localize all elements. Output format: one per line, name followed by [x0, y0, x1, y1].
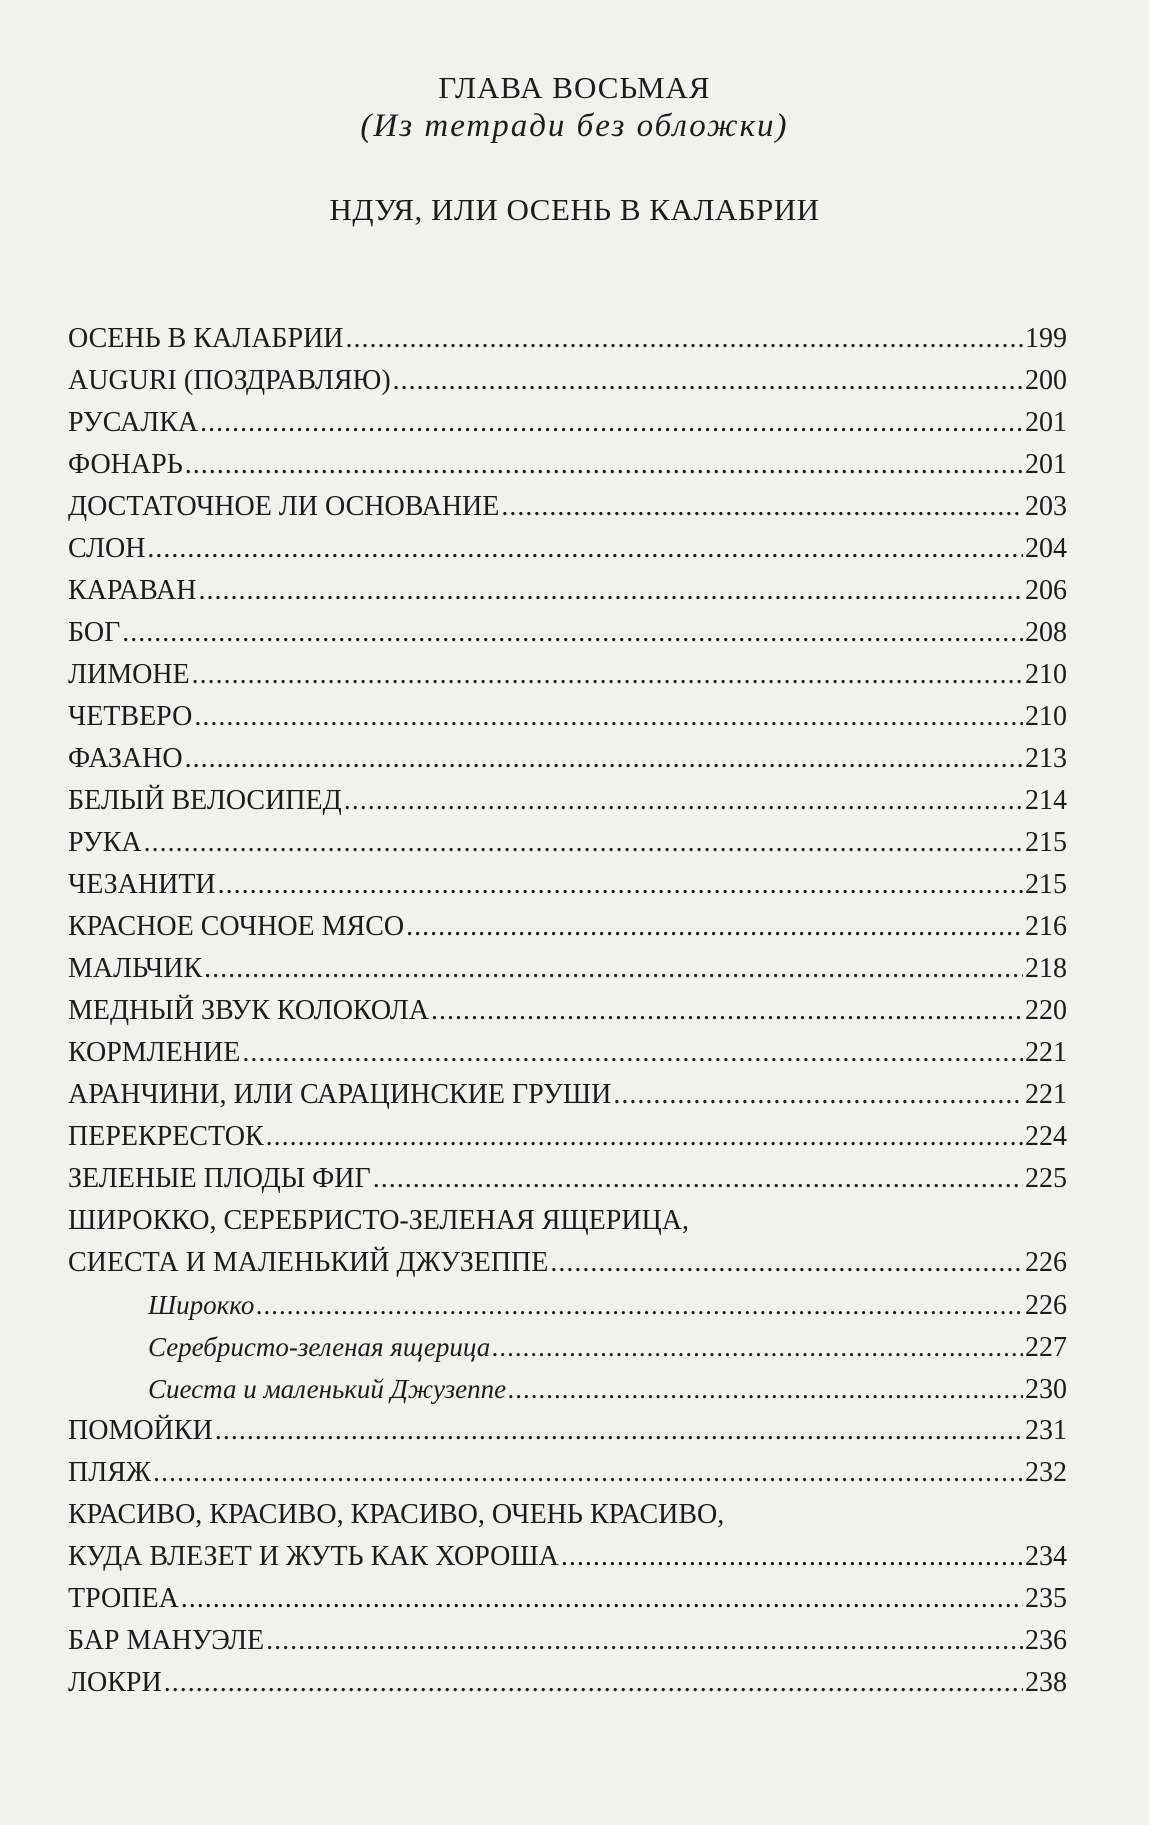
toc-entry-title: Широкко — [148, 1284, 256, 1326]
toc-page-number: 227 — [1023, 1327, 1067, 1368]
chapter-subtitle: (Из тетради без обложки) — [360, 108, 789, 144]
toc-leader-dots — [164, 1662, 1023, 1704]
toc-page-number: 236 — [1023, 1620, 1067, 1662]
toc-page-number: 208 — [1023, 612, 1067, 654]
toc-leader-dots — [200, 402, 1023, 444]
toc-entry-title: ТРОПЕА — [68, 1578, 181, 1620]
toc-leader-dots — [198, 570, 1023, 612]
section-title: НДУЯ, ИЛИ ОСЕНЬ В КАЛАБРИИ — [329, 192, 820, 227]
toc-page-number: 232 — [1023, 1452, 1067, 1494]
toc-page-number: 214 — [1023, 780, 1067, 822]
toc-entry-title: КОРМЛЕНИЕ — [68, 1032, 242, 1074]
toc-leader-dots — [344, 780, 1023, 822]
toc-entry — [68, 1242, 1067, 1284]
toc-leader-dots — [215, 1410, 1023, 1452]
toc-leader-dots — [122, 612, 1023, 654]
toc-entry-title: РУКА — [68, 822, 144, 864]
toc-entry — [68, 1662, 1067, 1704]
toc-page-number: 203 — [1023, 486, 1067, 528]
toc-entry — [68, 528, 1067, 570]
toc-entry — [68, 612, 1067, 654]
toc-page-number: 226 — [1023, 1285, 1067, 1326]
toc-page-number: 230 — [1023, 1369, 1067, 1410]
toc-entry — [68, 444, 1067, 486]
toc-entry-title: ПЛЯЖ — [68, 1452, 153, 1494]
toc-subentry — [68, 1368, 1067, 1410]
toc-leader-dots — [194, 696, 1023, 738]
toc-page-number: 199 — [1023, 318, 1067, 360]
toc-page-number: 215 — [1023, 864, 1067, 906]
toc-entry — [68, 1116, 1067, 1158]
toc-entry-title: СЛОН — [68, 528, 147, 570]
toc-entry-title: КРАСНОЕ СОЧНОЕ МЯСО — [68, 906, 406, 948]
toc-leader-dots — [181, 1578, 1023, 1620]
toc-subentry — [68, 1326, 1067, 1368]
toc-page-number: 213 — [1023, 738, 1067, 780]
toc-entry-title: ПОМОЙКИ — [68, 1410, 215, 1452]
toc-page-number: 204 — [1023, 528, 1067, 570]
toc-entry — [68, 1032, 1067, 1074]
toc-page-number: 200 — [1023, 360, 1067, 402]
toc-entry-title: РУСАЛКА — [68, 402, 200, 444]
toc-entry — [68, 486, 1067, 528]
toc-entry-title: МЕДНЫЙ ЗВУК КОЛОКОЛА — [68, 990, 431, 1032]
toc-page-number: 234 — [1023, 1536, 1067, 1578]
toc-leader-dots — [550, 1242, 1023, 1284]
toc-entry-title: ЧЕТВЕРО — [68, 696, 194, 738]
toc-leader-dots — [346, 318, 1023, 360]
toc-leader-dots — [492, 1326, 1023, 1368]
toc-page-number: 238 — [1023, 1662, 1067, 1704]
table-of-contents — [68, 318, 1067, 1704]
toc-page-number: 226 — [1023, 1242, 1067, 1284]
toc-entry — [68, 948, 1067, 990]
toc-leader-dots — [373, 1158, 1023, 1200]
toc-page-number: 225 — [1023, 1158, 1067, 1200]
toc-leader-dots — [508, 1368, 1023, 1410]
toc-entry — [68, 570, 1067, 612]
toc-page-number: 216 — [1023, 906, 1067, 948]
toc-leader-dots — [406, 906, 1023, 948]
toc-entry — [68, 1536, 1067, 1578]
toc-leader-dots — [185, 738, 1023, 780]
toc-page-number: 215 — [1023, 822, 1067, 864]
toc-leader-dots — [256, 1284, 1023, 1326]
toc-page-number: 206 — [1023, 570, 1067, 612]
toc-entry-title: Сиеста и маленький Джузеппе — [148, 1368, 508, 1410]
toc-leader-dots — [613, 1074, 1023, 1116]
toc-leader-dots — [153, 1452, 1023, 1494]
toc-entry — [68, 1158, 1067, 1200]
toc-leader-dots — [218, 864, 1023, 906]
toc-entry-title: КРАСИВО, КРАСИВО, КРАСИВО, ОЧЕНЬ КРАСИВО, — [68, 1494, 726, 1536]
toc-entry-title: МАЛЬЧИК — [68, 948, 204, 990]
toc-leader-dots — [204, 948, 1023, 990]
toc-entry-title: ЧЕЗАНИТИ — [68, 864, 218, 906]
toc-entry — [68, 318, 1067, 360]
toc-entry — [68, 1200, 1067, 1242]
toc-page-number: 201 — [1023, 444, 1067, 486]
toc-entry-title: ФОНАРЬ — [68, 444, 185, 486]
toc-leader-dots — [431, 990, 1023, 1032]
toc-leader-dots — [192, 654, 1023, 696]
toc-entry — [68, 1410, 1067, 1452]
toc-entry-title: ДОСТАТОЧНОЕ ЛИ ОСНОВАНИЕ — [68, 486, 501, 528]
toc-entry — [68, 654, 1067, 696]
toc-entry-title: КУДА ВЛЕЗЕТ И ЖУТЬ КАК ХОРОША — [68, 1536, 561, 1578]
toc-entry — [68, 1494, 1067, 1536]
toc-leader-dots — [501, 486, 1023, 528]
toc-leader-dots — [266, 1620, 1023, 1662]
toc-entry-title: ЛОКРИ — [68, 1662, 164, 1704]
toc-leader-dots — [266, 1116, 1023, 1158]
toc-entry-title: ЛИМОНЕ — [68, 654, 192, 696]
toc-entry — [68, 780, 1067, 822]
toc-entry — [68, 990, 1067, 1032]
toc-entry-title: АРАНЧИНИ, ИЛИ САРАЦИНСКИЕ ГРУШИ — [68, 1074, 613, 1116]
toc-page-number: 235 — [1023, 1578, 1067, 1620]
toc-entry-title: КАРАВАН — [68, 570, 198, 612]
toc-page-number: 221 — [1023, 1074, 1067, 1116]
toc-entry-title: ОСЕНЬ В КАЛАБРИИ — [68, 318, 346, 360]
toc-entry — [68, 1620, 1067, 1662]
toc-leader-dots — [561, 1536, 1023, 1578]
toc-entry — [68, 696, 1067, 738]
toc-leader-dots — [147, 528, 1023, 570]
toc-page-number: 210 — [1023, 654, 1067, 696]
toc-page-number: 201 — [1023, 402, 1067, 444]
toc-entry — [68, 1578, 1067, 1620]
toc-entry — [68, 402, 1067, 444]
toc-entry — [68, 822, 1067, 864]
toc-entry-title: AUGURI (ПОЗДРАВЛЯЮ) — [68, 360, 393, 402]
toc-page-number: 231 — [1023, 1410, 1067, 1452]
toc-entry-title: ЗЕЛЕНЫЕ ПЛОДЫ ФИГ — [68, 1158, 373, 1200]
toc-page-number: 210 — [1023, 696, 1067, 738]
toc-entry — [68, 1074, 1067, 1116]
toc-page-number: 221 — [1023, 1032, 1067, 1074]
toc-entry-title: СИЕСТА И МАЛЕНЬКИЙ ДЖУЗЕППЕ — [68, 1242, 550, 1284]
toc-entry — [68, 1452, 1067, 1494]
toc-entry — [68, 738, 1067, 780]
chapter-title: ГЛАВА ВОСЬМАЯ — [438, 70, 711, 105]
toc-page-number: 218 — [1023, 948, 1067, 990]
toc-leader-dots — [144, 822, 1023, 864]
toc-page-number: 220 — [1023, 990, 1067, 1032]
toc-entry-title: БАР МАНУЭЛЕ — [68, 1620, 266, 1662]
toc-entry-title: ПЕРЕКРЕСТОК — [68, 1116, 266, 1158]
toc-page-number: 224 — [1023, 1116, 1067, 1158]
toc-leader-dots — [185, 444, 1023, 486]
toc-entry-title: ШИРОККО, СЕРЕБРИСТО-ЗЕЛЕНАЯ ЯЩЕРИЦА, — [68, 1200, 691, 1242]
toc-entry-title: Серебристо-зеленая ящерица — [148, 1326, 492, 1368]
toc-entry — [68, 906, 1067, 948]
toc-leader-dots — [393, 360, 1023, 402]
toc-entry — [68, 360, 1067, 402]
toc-entry-title: БЕЛЫЙ ВЕЛОСИПЕД — [68, 780, 344, 822]
toc-leader-dots — [242, 1032, 1023, 1074]
toc-entry — [68, 864, 1067, 906]
toc-subentry — [68, 1284, 1067, 1326]
toc-entry-title: ФАЗАНО — [68, 738, 185, 780]
toc-entry-title: БОГ — [68, 612, 122, 654]
